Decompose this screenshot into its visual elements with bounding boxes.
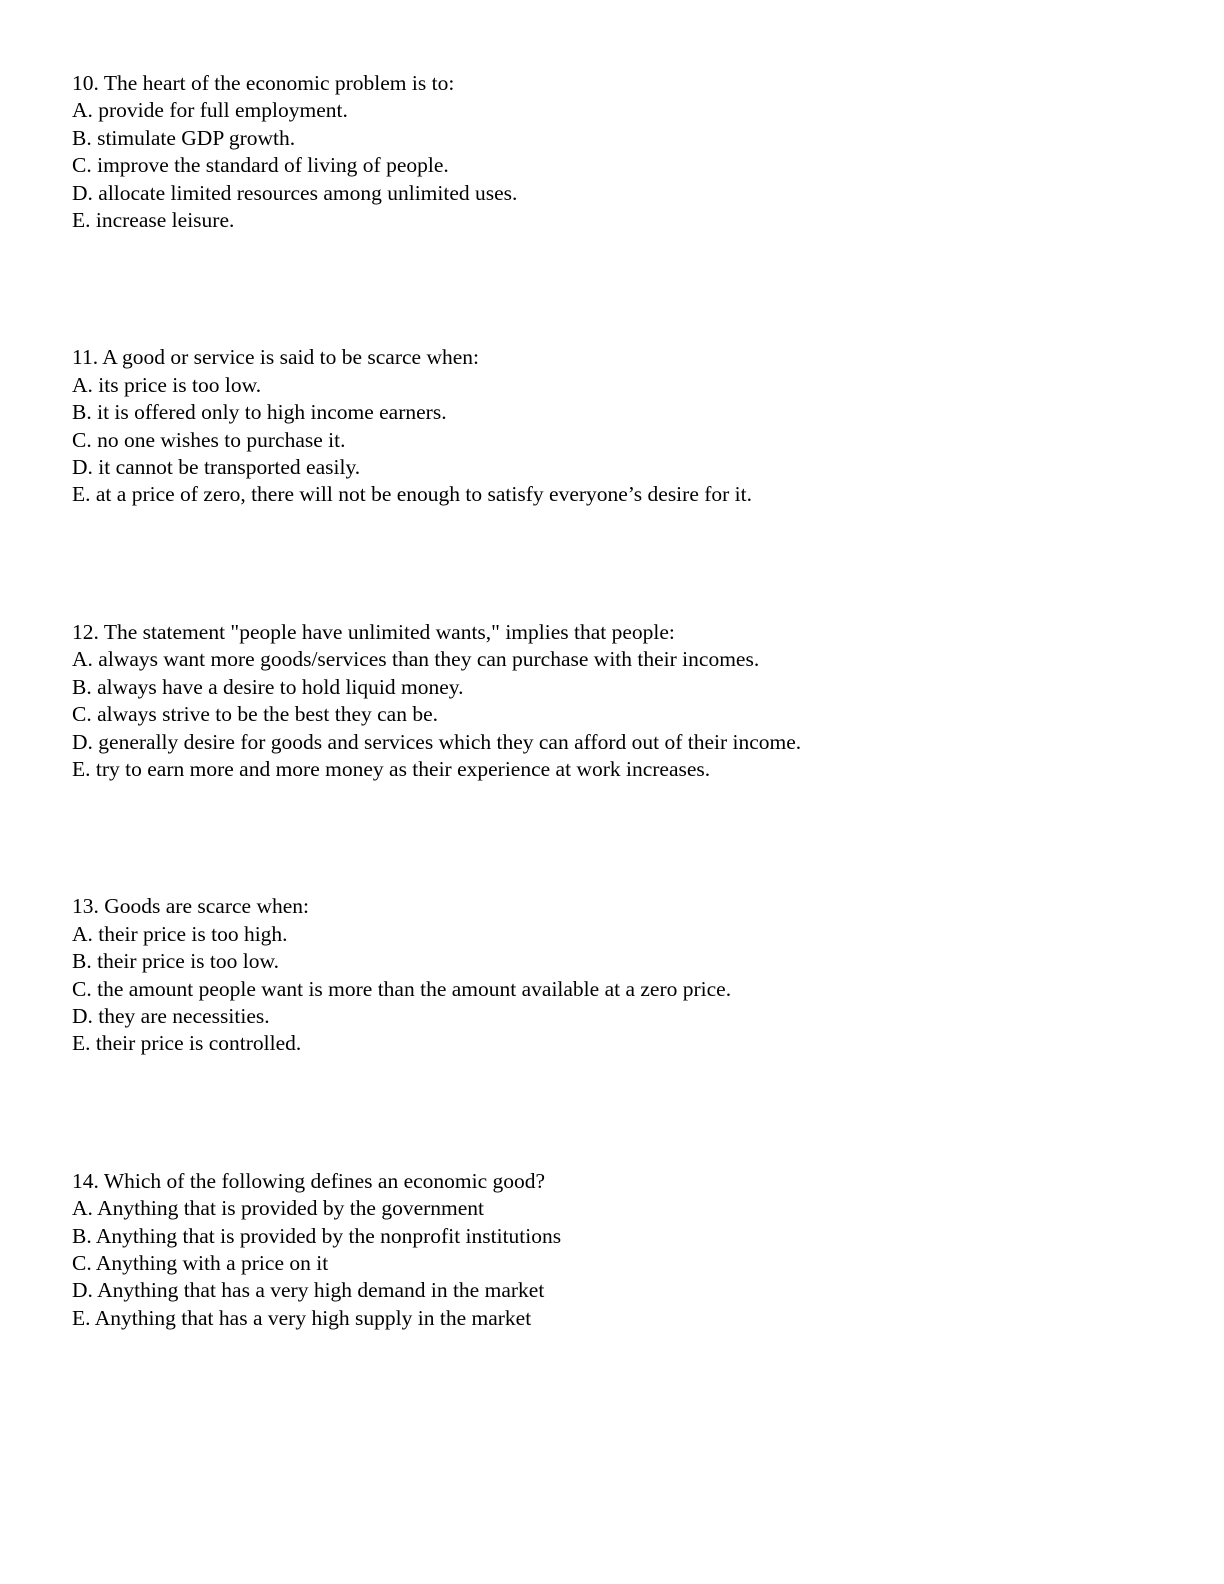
answer-option-d: D. allocate limited resources among unlimited uses.: [72, 180, 518, 205]
answer-option-c: C. always strive to be the best they can be.: [72, 702, 438, 727]
question-stem: 11. A good or service is said to be scarce when:: [72, 345, 479, 370]
question-10: [72, 70, 1152, 234]
question-stem: 14. Which of the following defines an economic good?: [72, 1168, 546, 1193]
answer-option-b: B. Anything that is provided by the nonprofit institutions: [72, 1223, 562, 1248]
answer-option-e: E. increase leisure.: [72, 208, 235, 233]
answer-option-a: A. their price is too high.: [72, 921, 288, 946]
answer-option-b: B. their price is too low.: [72, 949, 280, 974]
answer-option-e: E. their price is controlled.: [72, 1031, 302, 1056]
answer-option-e: E. at a price of zero, there will not be enough to satisfy everyone’s desire for it.: [72, 482, 753, 507]
answer-option-a: A. provide for full employment.: [72, 98, 348, 123]
answer-option-c: C. Anything with a price on it: [72, 1250, 329, 1275]
answer-option-d: D. Anything that has a very high demand in the market: [72, 1278, 545, 1303]
question-12: [72, 619, 1152, 783]
answer-option-a: A. its price is too low.: [72, 372, 262, 397]
answer-option-e: E. Anything that has a very high supply in the market: [72, 1305, 532, 1330]
answer-option-a: A. always want more goods/services than they can purchase with their incomes.: [72, 647, 760, 672]
question-13: [72, 893, 1152, 1057]
answer-option-c: C. improve the standard of living of people.: [72, 153, 449, 178]
answer-option-d: D. it cannot be transported easily.: [72, 455, 361, 480]
answer-option-d: D. generally desire for goods and services which they can afford out of their income.: [72, 729, 802, 754]
answer-option-b: B. it is offered only to high income earners.: [72, 400, 447, 425]
document-page: [72, 70, 1152, 1332]
question-stem: 12. The statement "people have unlimited wants," implies that people:: [72, 619, 675, 644]
answer-option-e: E. try to earn more and more money as their experience at work increases.: [72, 756, 711, 781]
answer-option-a: A. Anything that is provided by the government: [72, 1196, 485, 1221]
question-14: [72, 1168, 1152, 1332]
answer-option-d: D. they are necessities.: [72, 1003, 270, 1028]
answer-option-b: B. always have a desire to hold liquid money.: [72, 674, 464, 699]
answer-option-c: C. the amount people want is more than the amount available at a zero price.: [72, 976, 732, 1001]
answer-option-b: B. stimulate GDP growth.: [72, 125, 296, 150]
answer-option-c: C. no one wishes to purchase it.: [72, 427, 346, 452]
question-stem: 13. Goods are scarce when:: [72, 894, 310, 919]
question-stem: 10. The heart of the economic problem is to:: [72, 71, 455, 95]
question-11: [72, 344, 1152, 508]
